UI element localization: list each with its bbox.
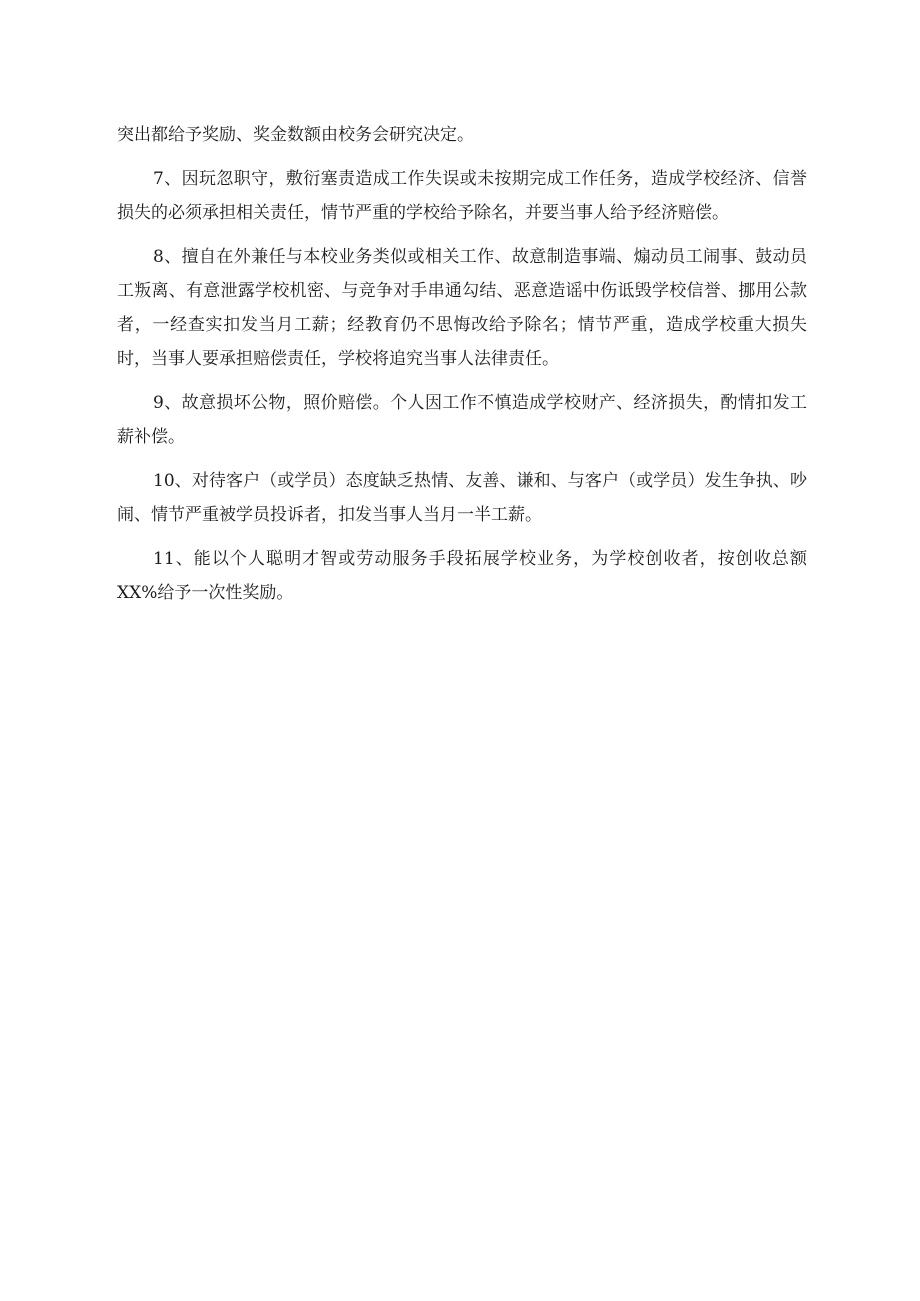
paragraph-item-7: 7、因玩忽职守，敷衍塞责造成工作失误或未按期完成工作任务，造成学校经济、信誉损失的必须承担相关责任，情节严重的学校给予除名，并要当事人给予经济赔偿。 bbox=[117, 169, 807, 223]
document-body bbox=[117, 118, 807, 620]
paragraph-item-9: 9、故意损坏公物，照价赔偿。个人因工作不慎造成学校财产、经济损失，酌情扣发工薪补偿。 bbox=[117, 393, 807, 447]
paragraph-continued: 突出都给予奖励、奖金数额由校务会研究决定。 bbox=[117, 125, 474, 145]
paragraph-item-11: 11、能以个人聪明才智或劳动服务手段拓展学校业务，为学校创收者，按创收总额XX%给予一次性奖励。 bbox=[117, 549, 807, 603]
paragraph-item-10: 10、对待客户（或学员）态度缺乏热情、友善、谦和、与客户（或学员）发生争执、吵闹、情节严重被学员投诉者，扣发当事人当月一半工薪。 bbox=[117, 471, 807, 525]
paragraph-item-8: 8、擅自在外兼任与本校业务类似或相关工作、故意制造事端、煽动员工闹事、鼓动员工叛离、有意泄露学校机密、与竞争对手串通勾结、恶意造谣中伤诋毁学校信誉、挪用公款者，一经查实扣发当月工薪；经教育仍不思悔改给予除名；情节严重，造成学校重大损失时，当事人要承担赔偿责任，学校将追究当事人法律责任。 bbox=[117, 247, 807, 369]
